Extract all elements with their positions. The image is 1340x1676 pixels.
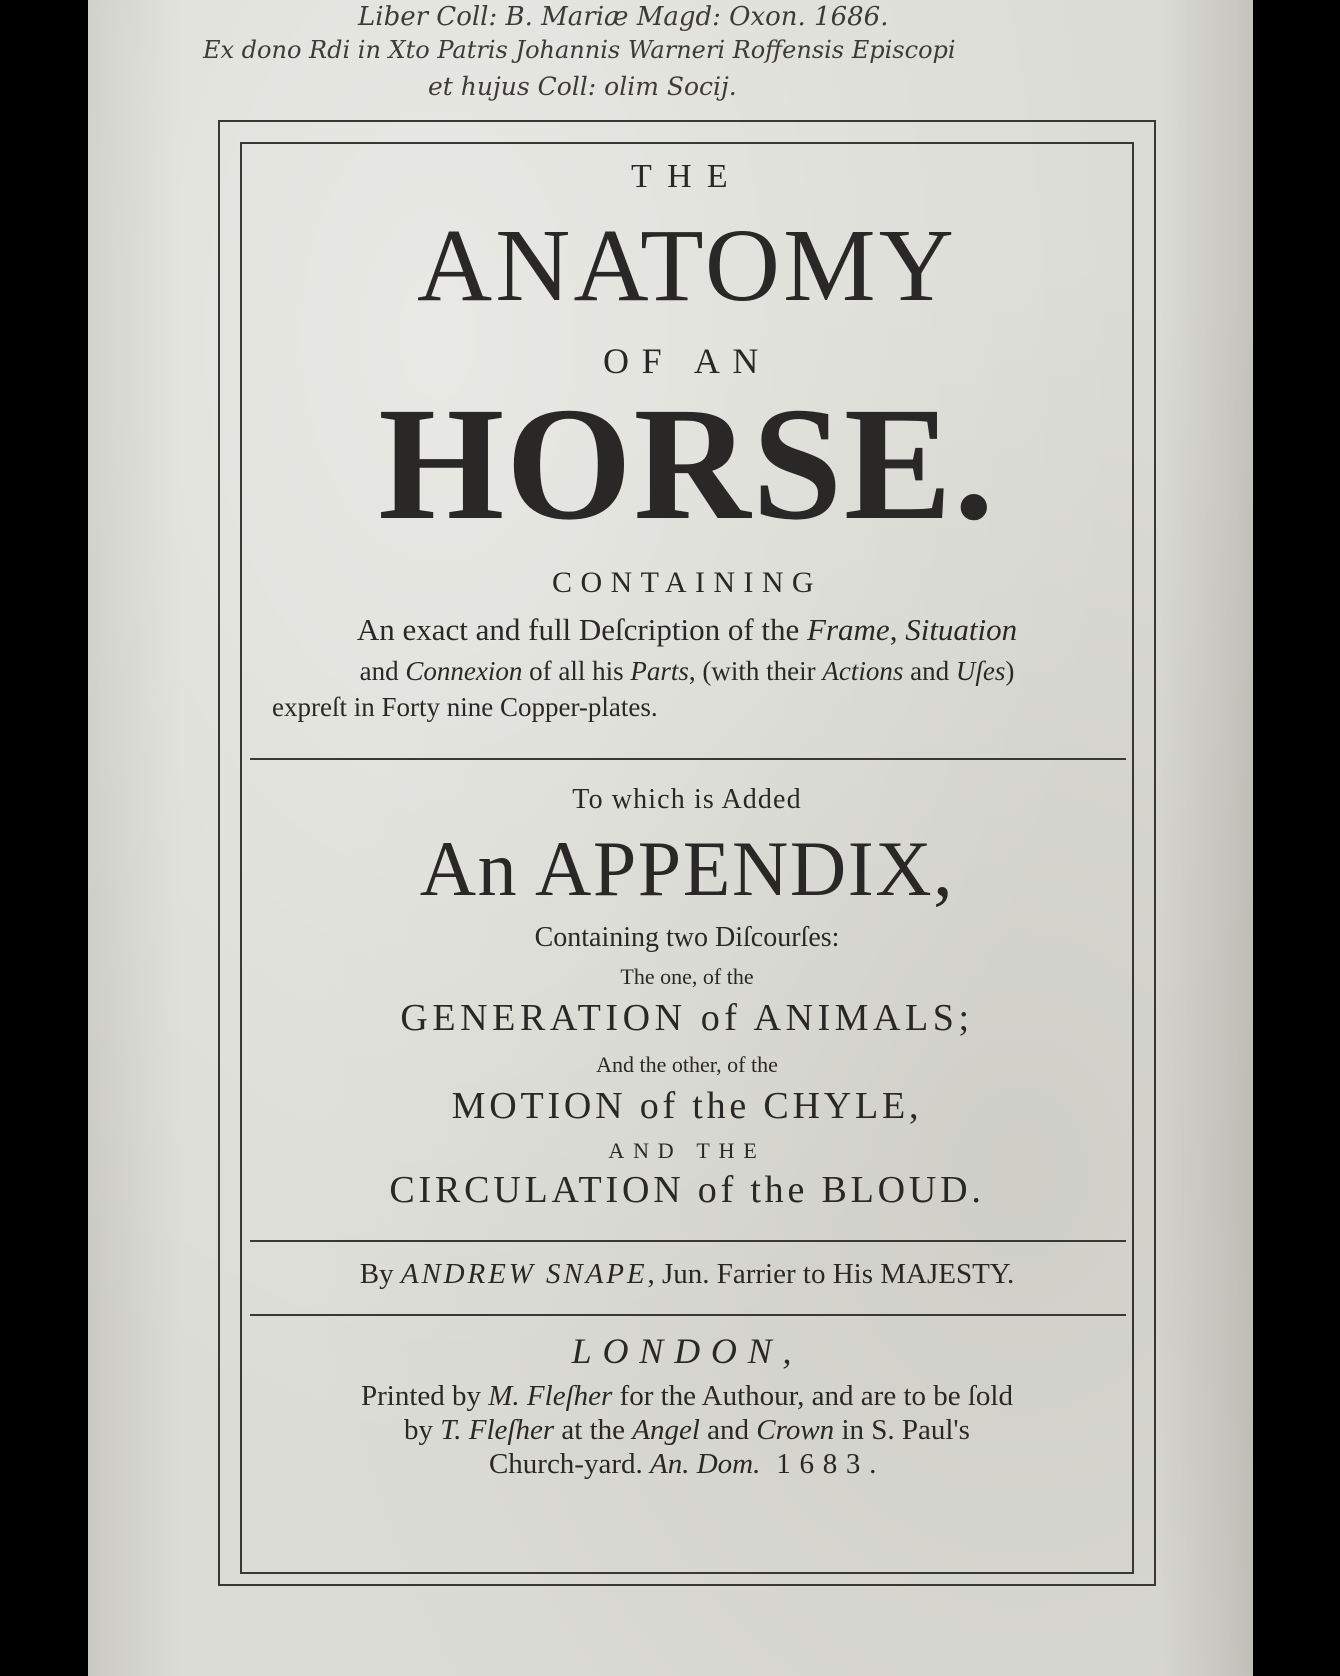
description-line-1 [242, 612, 1132, 648]
author-line [242, 1258, 1132, 1291]
divider-2 [250, 1240, 1126, 1242]
description-uses: Uſes [955, 656, 1006, 686]
imprint-text: Church-yard. [488, 1448, 650, 1480]
inscription-line-2: Ex dono Rdi in Xto Patris Johannis Warneri Roffensis Episcopi [203, 36, 956, 64]
imprint-line-2 [242, 1414, 1132, 1447]
author-by: By [359, 1258, 401, 1290]
imprint-text: at the [554, 1414, 633, 1446]
divider-3 [250, 1314, 1126, 1316]
description-connexion: Connexion [405, 656, 523, 686]
appendix-added: To which is Added [572, 784, 802, 815]
description-line-2 [242, 656, 1132, 687]
author-name: ANDREW SNAPE [400, 1258, 648, 1290]
imprint-line-1 [242, 1380, 1132, 1413]
imprint-crown: Crown [756, 1414, 835, 1446]
inscription-line-1: Liber Coll: B. Mariæ Magd: Oxon. 1686. [358, 2, 889, 32]
appendix-and-the: AND THE [608, 1138, 766, 1163]
description-frame: Frame [807, 612, 890, 647]
description-actions: Actions [822, 656, 904, 686]
appendix-the-one: The one, of the [620, 964, 754, 989]
description-text: , (with their [688, 656, 823, 686]
appendix-circulation: CIRCULATION of the BLOUD. [389, 1169, 985, 1211]
description-text: and [359, 656, 406, 686]
title-page [88, 0, 1253, 1676]
containing-label: CONTAINING [552, 566, 822, 599]
imprint-anno-domini: An. Dom. [650, 1448, 761, 1480]
title-the: THE [631, 158, 743, 195]
appendix-discourses: Containing two Diſcourſes: [534, 922, 840, 953]
author-title: , Jun. Farrier to His MAJESTY. [647, 1258, 1015, 1290]
description-text: ) [1005, 656, 1015, 686]
inscription-line-3: et hujus Coll: olim Socij. [428, 72, 737, 101]
description-text: and [903, 656, 956, 686]
appendix-generation: GENERATION of ANIMALS; [400, 997, 974, 1039]
title-horse: HORSE. [378, 375, 996, 554]
appendix-the-other: And the other, of the [596, 1052, 778, 1077]
description-text: An exact and full Deſcription of the [356, 612, 808, 647]
imprint-text: Printed by [360, 1380, 489, 1412]
description-situation: Situation [905, 612, 1018, 647]
appendix-motion: MOTION of the CHYLE, [451, 1085, 923, 1127]
description-line-3: expreſt in Forty nine Copper-plates. [272, 692, 658, 722]
imprint-text: by [404, 1414, 441, 1446]
imprint-line-3 [242, 1448, 1132, 1481]
divider-1 [250, 758, 1126, 760]
description-parts: Parts [630, 656, 689, 686]
appendix-heading: An APPENDIX, [419, 825, 955, 912]
title-anatomy: ANATOMY [417, 208, 957, 323]
imprint-text: for the Authour, and are to be ſold [612, 1380, 1013, 1412]
imprint-year: 1683. [760, 1448, 886, 1480]
inner-border [240, 142, 1134, 1574]
imprint-printer: M. Fleſher [488, 1380, 613, 1412]
imprint-text: in S. Paul's [834, 1414, 970, 1446]
description-comma: , [889, 612, 906, 647]
imprint-seller: T. Fleſher [440, 1414, 555, 1446]
imprint-text: and [699, 1414, 757, 1446]
imprint-city: LONDON, [571, 1331, 803, 1371]
description-text: of all his [522, 656, 631, 686]
title-of-an: OF AN [602, 341, 772, 381]
imprint-angel: Angel [632, 1414, 700, 1446]
